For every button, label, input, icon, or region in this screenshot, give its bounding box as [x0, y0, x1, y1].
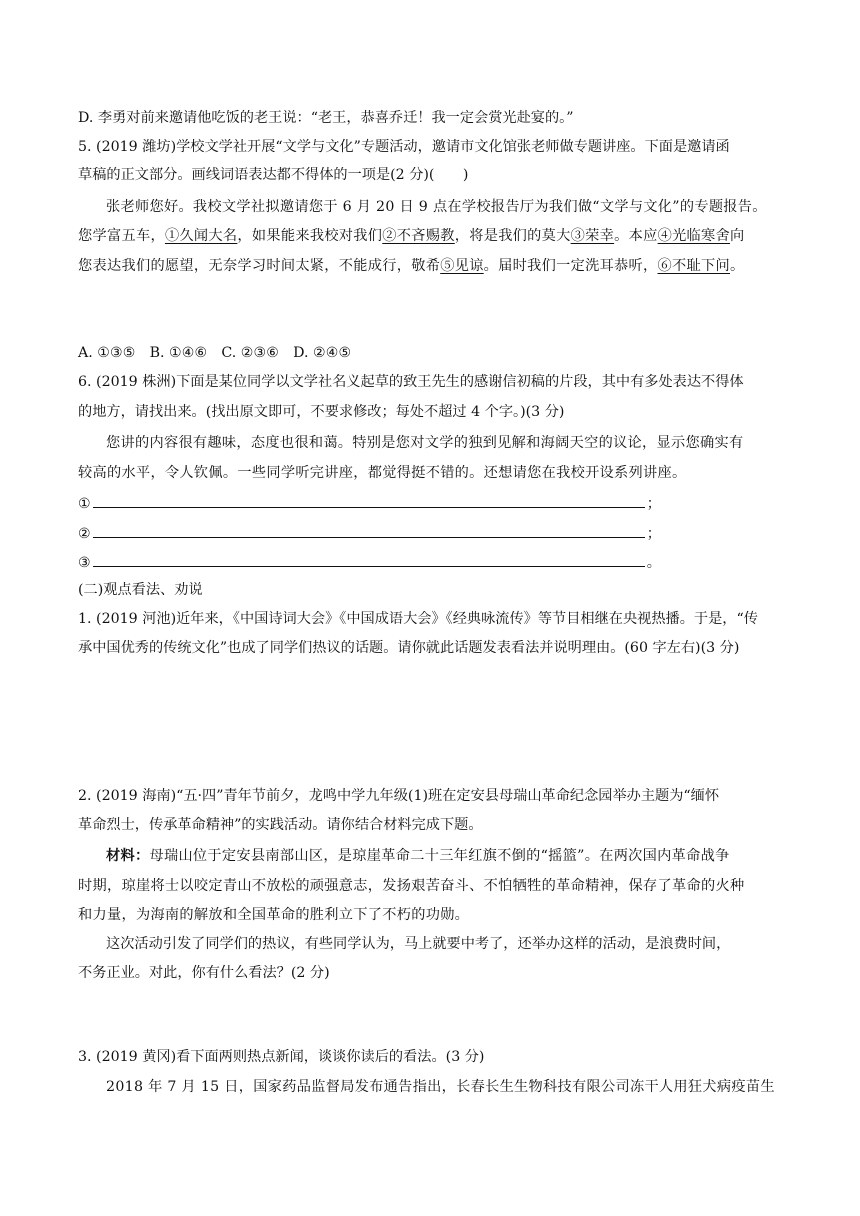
blank-number: ① [78, 496, 91, 512]
question-5-line-1: 5. (2019 潍坊)学校文学社开展“文学与文化”专题活动，邀请市文化馆张老师做专题讲座。下面是邀请函 [78, 139, 730, 155]
section2-question-3-line-1: 3. (2019 黄冈)看下面两则热点新闻，谈谈你读后的看法。(3 分) [78, 1049, 485, 1065]
blank-number: ③ [78, 555, 91, 571]
passage-text: ，如果能来我校对我们 [237, 228, 383, 244]
section2-question-3-text-1: 2018 年 7 月 15 日，国家药品监督局发布通告指出，长春长生生物科技有限公司冻干人用狂犬病疫苗生 [106, 1079, 775, 1095]
material-text: 母瑞山位于定安县南部山区，是琼崖革命二十三年红旗不倒的“摇篮”。在两次国内革命战争 [149, 848, 730, 864]
section2-question-2-line-1: 2. (2019 海南)“五·四”青年节前夕，龙鸣中学九年级(1)班在定安县母瑞山革命纪念园举办主题为“缅怀 [78, 788, 720, 804]
blank-end-punct: 。 [646, 555, 661, 571]
passage-text: 向 [730, 228, 745, 244]
underlined-phrase-1: ①久闻大名 [164, 228, 238, 244]
material-line-1 [106, 846, 730, 866]
underlined-phrase-6: ⑥不耻下问 [657, 258, 730, 274]
section2-question-1-line-2: 承中国优秀的传统文化”也成了同学们热议的话题。请你就此话题发表看法并说明理由。(60 字左右)(3 分) [78, 640, 740, 656]
q5-passage-line-3 [78, 256, 744, 276]
section-title: (二)观点看法、劝说 [78, 582, 203, 598]
blank-line[interactable] [93, 551, 645, 567]
question-5-options: A. ①③⑤ B. ①④⑥ C. ②③⑥ D. ②④⑤ [78, 345, 352, 361]
question-5-line-2: 草稿的正文部分。画线词语表达都不得体的一项是(2 分)( ) [78, 167, 469, 183]
underlined-phrase-4: ④光临寒舍 [657, 228, 731, 244]
section2-question-2-text-2: 不务正业。对此，你有什么看法？(2 分) [78, 965, 330, 981]
passage-text: ，将是我们的莫大 [454, 228, 571, 244]
passage-text: 。届时我们一定洗耳恭听， [483, 258, 658, 274]
section2-question-1-line-1: 1. (2019 河池)近年来，《中国诗词大会》《中国成语大会》《经典咏流传》等节目相继在央视热播。于是，“传 [78, 611, 758, 627]
question-option-d: D. 李勇对前来邀请他吃饭的老王说：“老王，恭喜乔迁！我一定会赏光赴宴的。” [78, 110, 574, 126]
question-6-line-1: 6. (2019 株洲)下面是某位同学以文学社名义起草的致王先生的感谢信初稿的片段，其中有多处表达不得体 [78, 374, 744, 390]
blank-number: ② [78, 526, 91, 542]
material-label: 材料： [106, 848, 150, 864]
q5-passage-line-1: 张老师您好。我校文学社拟邀请您于 6 月 20 日 9 点在学校报告厅为我们做“文学与文化”的专题报告。 [106, 199, 767, 215]
passage-text: 。 [729, 258, 745, 274]
answer-blank-2[interactable] [78, 522, 661, 544]
question-6-line-2: 的地方，请找出来。(找出原文即可，不要求修改；每处不超过 4 个字。)(3 分) [78, 404, 565, 420]
passage-text: 。本应 [614, 228, 658, 244]
underlined-phrase-2: ②不吝赐教 [382, 228, 455, 244]
section2-question-2-text-1: 这次活动引发了同学们的热议，有些同学认为，马上就要中考了，还举办这样的活动，是浪费时间， [106, 936, 731, 952]
q5-passage-line-2 [78, 226, 745, 246]
blank-line[interactable] [93, 522, 645, 538]
material-line-3: 和力量，为海南的解放和全国革命的胜利立下了不朽的功勋。 [78, 907, 470, 923]
material-line-2: 时期，琼崖将士以咬定青山不放松的顽强意志，发扬艰苦奋斗、不怕牺牲的革命精神，保存了革命的火种 [78, 878, 745, 894]
answer-blank-1[interactable] [78, 492, 661, 514]
section2-question-2-line-2: 革命烈士，传承革命精神”的实践活动。请你结合材料完成下题。 [78, 817, 483, 833]
blank-line[interactable] [93, 492, 645, 508]
q6-passage-line-2: 较高的水平，令人钦佩。一些同学听完讲座，都觉得挺不错的。还想请您在我校开设系列讲座。 [78, 465, 687, 481]
q6-passage-line-1: 您讲的内容很有趣味，态度也很和蔼。特别是您对文学的独到见解和海阔天空的议论，显示您确实有 [106, 435, 744, 451]
underlined-phrase-3: ③荣幸 [570, 228, 615, 244]
passage-text: 您表达我们的愿望，无奈学习时间太紧，不能成行，敬希 [78, 258, 441, 274]
underlined-phrase-5: ⑤见谅 [440, 258, 484, 274]
blank-end-punct: ； [646, 496, 661, 512]
blank-end-punct: ； [646, 526, 661, 542]
passage-text: 您学富五车， [78, 228, 165, 244]
answer-blank-3[interactable] [78, 551, 661, 573]
